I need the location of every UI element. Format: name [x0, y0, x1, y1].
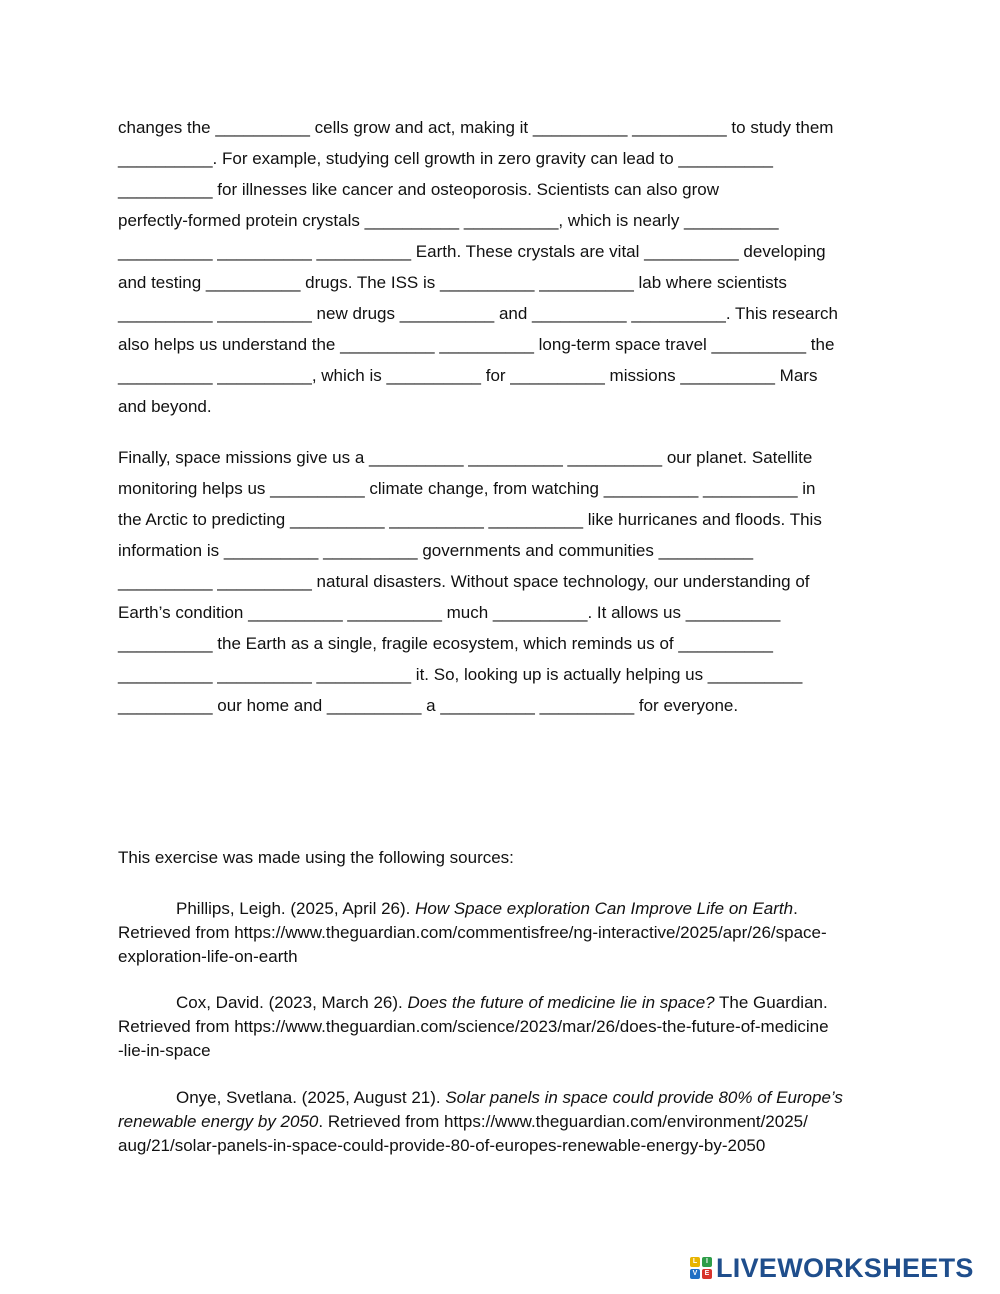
paragraph-line: __________ __________ __________ Earth. These crystals are vital __________ developing [118, 242, 826, 261]
reference-1 [118, 897, 918, 969]
reference-author: Cox, David. (2023, March 26). [176, 993, 408, 1012]
paragraph-line: __________ __________, which is __________ for __________ missions __________ Mars [118, 366, 818, 385]
paragraph-line: __________ for illnesses like cancer and osteoporosis. Scientists can also grow [118, 180, 720, 199]
reference-url-line: -lie-in-space [118, 1041, 211, 1060]
paragraph-line: Earth’s condition __________ __________ much __________. It allows us __________ [118, 603, 781, 622]
paragraph-1 [118, 112, 898, 422]
paragraph-line: __________ __________ __________ it. So, looking up is actually helping us __________ [118, 665, 803, 684]
reference-author: Phillips, Leigh. (2025, April 26). [176, 899, 416, 918]
paragraph-line: perfectly-formed protein crystals __________ __________, which is nearly __________ [118, 211, 779, 230]
logo-mark-icon [690, 1257, 712, 1279]
paragraph-line: also helps us understand the __________ __________ long-term space travel __________ the [118, 335, 835, 354]
reference-title: How Space exploration Can Improve Life on Earth [415, 899, 794, 918]
liveworksheets-logo [690, 1253, 974, 1283]
paragraph-2 [118, 442, 898, 721]
reference-author: Onye, Svetlana. (2025, August 21). [176, 1088, 446, 1107]
sources-intro: This exercise was made using the following sources: [118, 848, 514, 867]
paragraph-line: __________ the Earth as a single, fragile ecosystem, which reminds us of __________ [118, 634, 773, 653]
reference-suffix: . Retrieved from https://www.theguardian.com/environment/2025/ [318, 1112, 808, 1131]
reference-suffix: . [793, 899, 798, 918]
paragraph-line: __________. For example, studying cell growth in zero gravity can lead to __________ [118, 149, 773, 168]
paragraph-line: Finally, space missions give us a __________ __________ __________ our planet. Satellite [118, 448, 813, 467]
reference-title: Does the future of medicine lie in space? [407, 993, 715, 1012]
logo-mark-tile: L [690, 1257, 700, 1267]
reference-url-line: Retrieved from https://www.theguardian.com/commentisfree/ng-interactive/2025/apr/26/space- [118, 923, 827, 942]
reference-3 [118, 1086, 918, 1158]
logo-mark-tile: V [690, 1269, 700, 1279]
paragraph-line: the Arctic to predicting __________ __________ __________ like hurricanes and floods. This [118, 510, 822, 529]
paragraph-line: monitoring helps us __________ climate change, from watching __________ __________ in [118, 479, 816, 498]
paragraph-line: __________ our home and __________ a __________ __________ for everyone. [118, 696, 739, 715]
paragraph-line: changes the __________ cells grow and act, making it __________ __________ to study them [118, 118, 834, 137]
paragraph-line: information is __________ __________ governments and communities __________ [118, 541, 754, 560]
paragraph-line: __________ __________ natural disasters. Without space technology, our understanding of [118, 572, 810, 591]
reference-title: Solar panels in space could provide 80% of Europe’s [445, 1088, 843, 1107]
reference-url-line: aug/21/solar-panels-in-space-could-provide-80-of-europes-renewable-energy-by-2050 [118, 1136, 766, 1155]
paragraph-line: and testing __________ drugs. The ISS is __________ __________ lab where scientists [118, 273, 787, 292]
reference-title: renewable energy by 2050 [118, 1112, 319, 1131]
logo-mark-tile: I [702, 1257, 712, 1267]
reference-suffix: The Guardian. [714, 993, 828, 1012]
paragraph-line: __________ __________ new drugs __________ and __________ __________. This research [118, 304, 838, 323]
reference-url-line: exploration-life-on-earth [118, 947, 298, 966]
reference-url-line: Retrieved from https://www.theguardian.com/science/2023/mar/26/does-the-future-of-medicine [118, 1017, 829, 1036]
reference-2 [118, 991, 918, 1063]
logo-mark-tile: E [702, 1269, 712, 1279]
logo-text: LIVEWORKSHEETS [716, 1252, 974, 1283]
paragraph-line: and beyond. [118, 397, 212, 416]
